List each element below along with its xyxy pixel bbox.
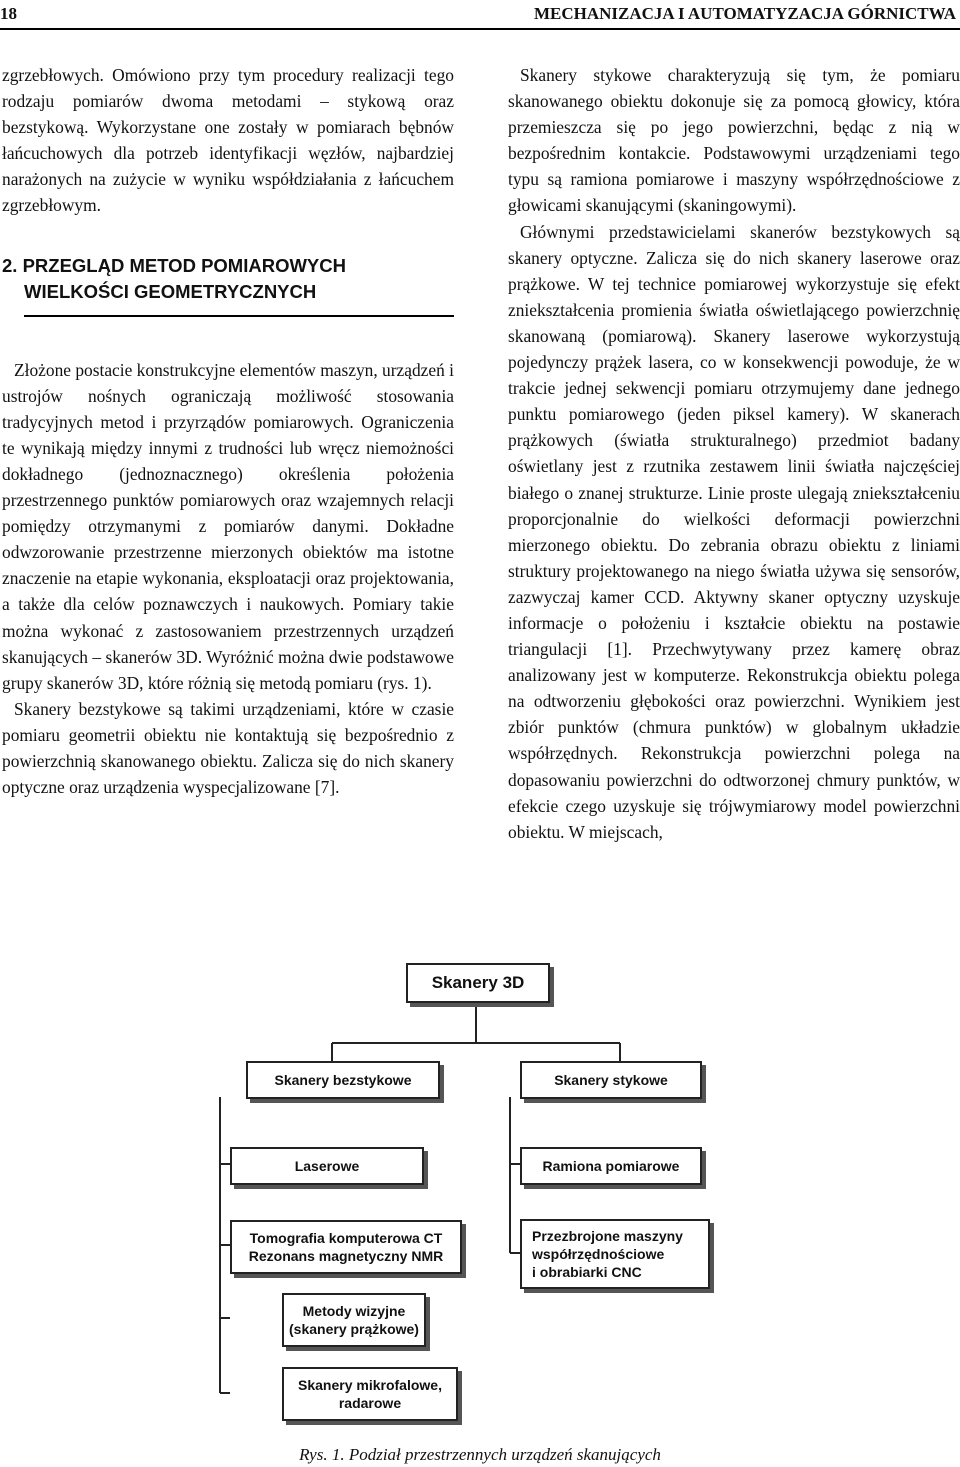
node-bezstykowe: Skanery bezstykowe [246, 1061, 440, 1099]
node-przezbrojone [520, 1219, 710, 1289]
paragraph: zgrzebłowych. Omówiono przy tym procedury realizacji tego rodzaju pomiarów dwoma metodami – stykową oraz bezstykową. Wykorzystane one zostały w pomiarach bębnów łańcuchowych dla potrzeb identyfikacji węzłów, najbardziej narażonych na zużycie w wyniku współdziałania z łańcuchem zgrzebłowym. [2, 65, 454, 216]
section-title-line1: 2. PRZEGLĄD METOD POMIAROWYCH [2, 254, 346, 276]
node-metody-wizyjne [282, 1293, 426, 1347]
scanner-classification-diagram [200, 955, 760, 1415]
section-title-line2: WIELKOŚCI GEOMETRYCZNYCH [24, 280, 317, 302]
section-title [2, 253, 454, 305]
node-tomografia [230, 1220, 462, 1274]
node-tomografia-label: Tomografia komputerowa CT Rezonans magnetyczny NMR [248, 1230, 444, 1264]
node-metody-wizyjne-label: Metody wizyjne (skanery prążkowe) [289, 1303, 419, 1337]
right-column [508, 62, 960, 845]
paragraph: Skanery bezstykowe są takimi urządzeniami, które w czasie pomiaru geometrii obiektu nie kontaktują się bezpośrednio z powierzchnią skanowanego obiektu. Zalicza się do nich skanery optyczne oraz urządzenia wyspecjalizowane [7]. [2, 698, 454, 798]
node-root: Skanery 3D [406, 963, 550, 1003]
node-mikrofalowe-label: Skanery mikrofalowe, radarowe [298, 1377, 442, 1411]
section-rule [24, 315, 454, 317]
journal-title: MECHANIZACJA I AUTOMATYZACJA GÓRNICTWA [533, 4, 956, 23]
node-ramiona: Ramiona pomiarowe [520, 1147, 702, 1185]
paragraph: Głównymi przedstawicielami skanerów bezstykowych są skanery optyczne. Zalicza się do nich skanery laserowe oraz prążkowe. W tej technice pomiarowej wykorzystuje się efekt zniekształcenia promienia światła oświetlającego powierzchnię skanowaną (pomiarową). Skanery laserowe wykorzystują pojedynczy prążek lasera, co w konsekwencji powoduje, że w trakcie jednej sekwencji pomiaru otrzymujemy dane jednego punktu pomiarowego (jeden piksel kamery). W skanerach prążkowych (światła strukturalnego) przedmiot badany oświetlany jest z rzutnika zestawem linii światła najczęściej białego o znanej strukturze. Linie proste ulegają zniekształceniu proporcjonalnie do wielkości deformacji powierzchni mierzonego obiektu. Do zebrania obrazu obiektu z liniami struktury projektowanego na niego światła używa się sensorów, zazwyczaj kamer CCD. Aktywny skaner optyczny uzyskuje informacje o położeniu i kształcie obiektu na postawie triangulacji [1]. Przechwytywany przez kamerę obraz analizowany jest w komputerze. Rekonstrukcja obiektu polega na odtworzeniu głębokości oraz powierzchni. Wynikiem jest zbiór punktów (chmura punktów) w globalnym układzie współrzędnych. Rekonstrukcja powierzchni polega na dopasowaniu powierzchni do odtworzonej chmury punktów, w efekcie czego uzyskuje się trójwymiarowy model powierzchni obiektu. W miejscach, [508, 221, 960, 842]
node-mikrofalowe [282, 1367, 458, 1421]
page-header [0, 0, 960, 32]
node-przezbrojone-label: Przezbrojone maszyny współrzędnościowe i obrabiarki CNC [532, 1228, 683, 1280]
page-number: 18 [0, 4, 17, 23]
node-stykowe: Skanery stykowe [520, 1061, 702, 1099]
node-laserowe: Laserowe [230, 1147, 424, 1185]
header-rule [0, 28, 960, 30]
paragraph: Złożone postacie konstrukcyjne elementów maszyn, urządzeń i ustrojów nośnych ograniczają możliwość stosowania tradycyjnych metod i przyrządów pomiarowych. Ograniczenia te wynikają między innymi z trudności lub wręcz niemożności dokładnego (jednoznacznego) określenia położenia przestrzennego punktów pomiarowych oraz wzajemnych relacji pomiędzy otrzymanymi z pomiarów danymi. Dokładne odwzorowanie przestrzenne mierzonych obiektów ma istotne znaczenie na etapie wykonania, eksploatacji oraz projektowania, a także dla celów poznawczych i naukowych. Pomiary takie można wykonać z zastosowaniem przestrzennych urządzeń skanujących – skanerów 3D. Wyróżnić można dwie podstawowe grupy skanerów 3D, które różnią się metodą pomiaru (rys. 1). [2, 359, 454, 693]
left-column [2, 62, 454, 800]
figure-caption: Rys. 1. Podział przestrzennych urządzeń skanujących [299, 1445, 661, 1464]
paragraph: Skanery stykowe charakteryzują się tym, że pomiaru skanowanego obiektu dokonuje się za pomocą głowicy, która przemieszcza się po jego powierzchni, będąc z nią w bezpośrednim kontakcie. Podstawowymi urządzeniami tego typu są ramiona pomiarowe i maszyny współrzędnościowe z głowicami skanującymi (skaningowymi). [508, 65, 960, 216]
